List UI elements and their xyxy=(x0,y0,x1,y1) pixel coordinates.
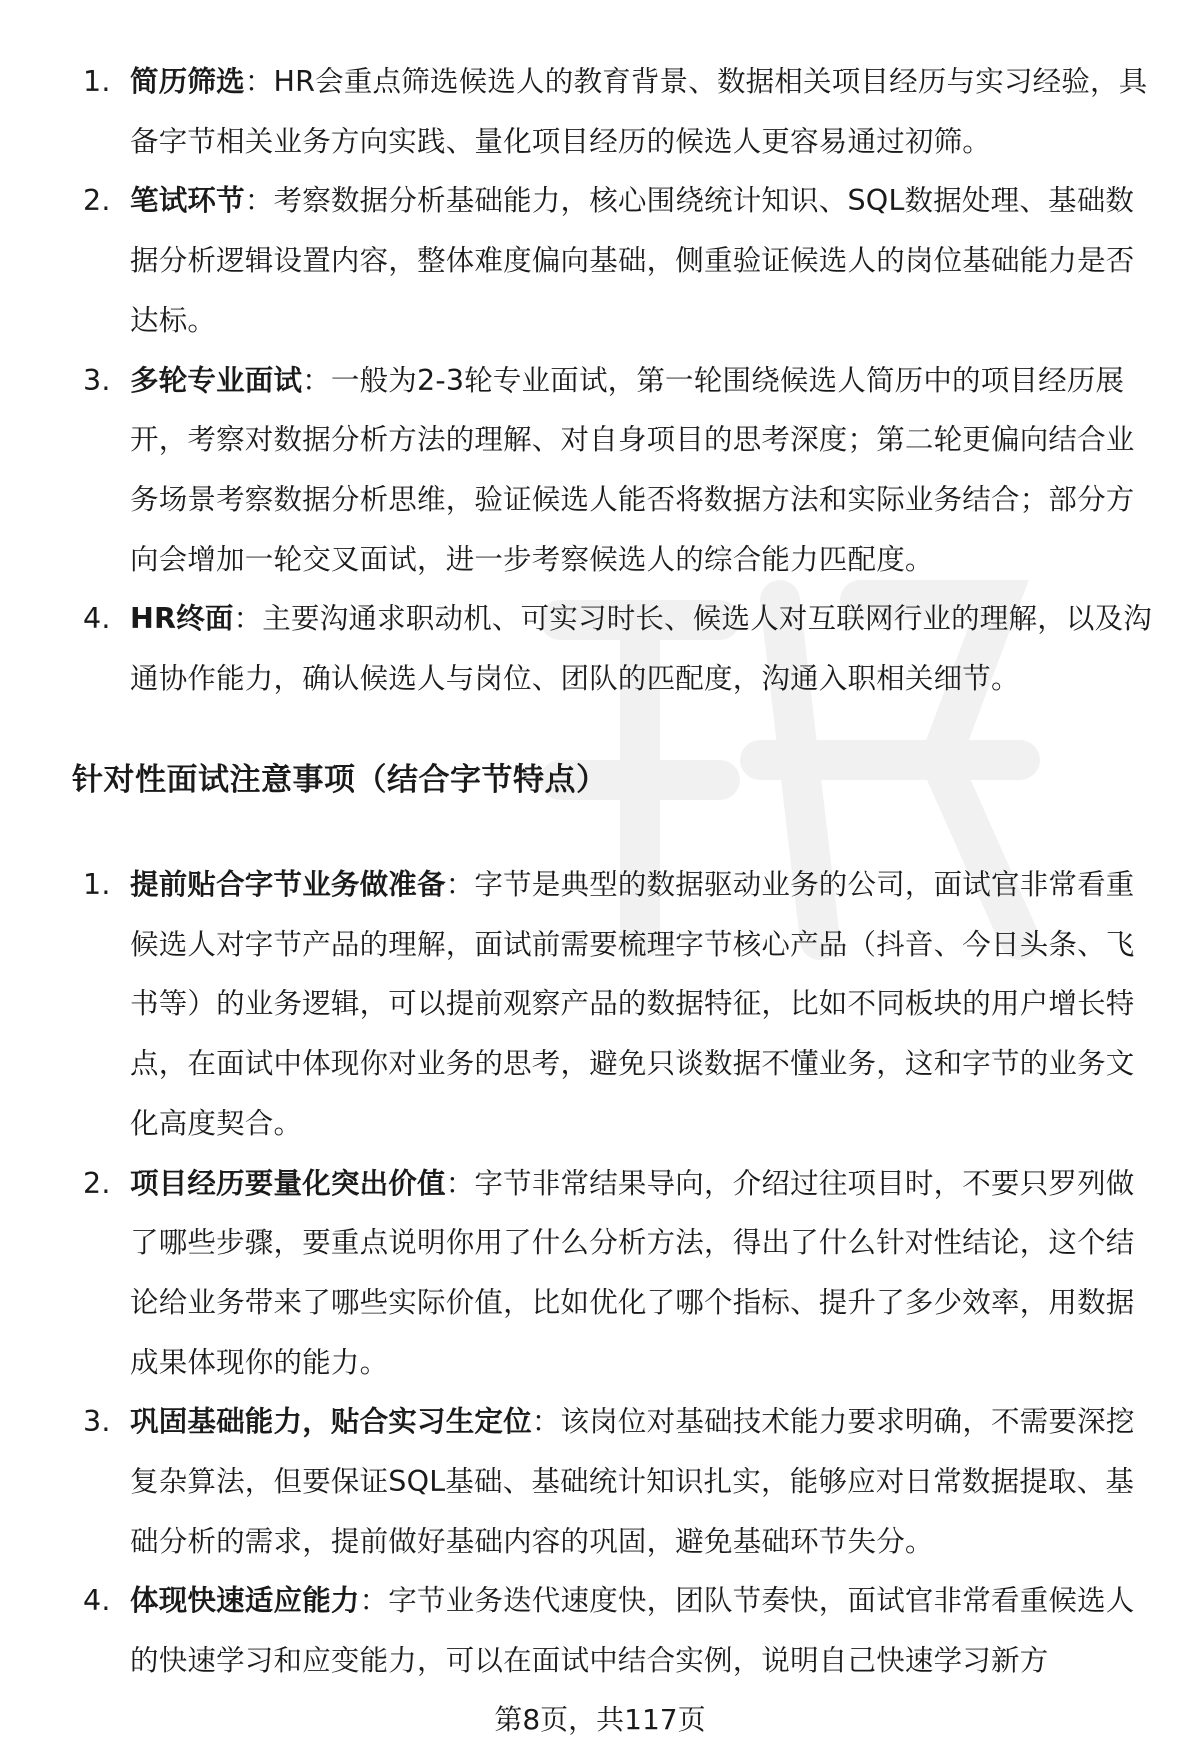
list-number: 2. xyxy=(83,1166,111,1200)
item-title: 提前贴合字节业务做准备 xyxy=(130,868,446,901)
item-title: 巩固基础能力，贴合实习生定位 xyxy=(130,1405,532,1439)
item-body: ：考察数据分析基础能力，核心围绕统计知识、SQL数据处理、基础数据分析逻辑设置内容，整体难度偏向基础，侧重验证候选人的岗位基础能力是否达标。 xyxy=(130,184,1135,337)
list-item xyxy=(0,171,1200,350)
interview-tips-list xyxy=(0,855,1200,1691)
list-item xyxy=(0,855,1200,1154)
list-item xyxy=(0,351,1200,590)
item-body: ：字节非常结果导向，介绍过往项目时，不要只罗列做了哪些步骤，要重点说明你用了什么分析方法，得出了什么针对性结论，这个结论给业务带来了哪些实际价值，比如优化了哪个指标、提升了多少效率，用数据成果体现你的能力。 xyxy=(130,1166,1135,1379)
page-number-footer: 第8页，共117页 xyxy=(494,1703,706,1736)
list-number: 1. xyxy=(83,868,111,901)
list-item xyxy=(0,52,1200,171)
item-body: ：HR会重点筛选候选人的教育背景、数据相关项目经历与实习经验，具备字节相关业务方向实践、量化项目经历的候选人更容易通过初筛。 xyxy=(130,65,1148,158)
list-number: 4. xyxy=(83,602,111,636)
item-title: 笔试环节 xyxy=(130,184,245,218)
item-title: 简历筛选 xyxy=(130,65,245,98)
list-item-text xyxy=(130,868,1135,1140)
item-title: 项目经历要量化突出价值 xyxy=(130,1166,446,1200)
item-body: ：主要沟通求职动机、可实习时长、候选人对互联网行业的理解，以及沟通协作能力，确认候选人与岗位、团队的匹配度，沟通入职相关细节。 xyxy=(130,602,1153,696)
list-number: 3. xyxy=(83,363,111,397)
list-item xyxy=(0,1571,1200,1690)
section-heading: 针对性面试注意事项（结合字节特点） xyxy=(72,762,608,798)
list-number: 3. xyxy=(83,1405,111,1439)
list-item-text xyxy=(130,364,1135,576)
list-item-text xyxy=(130,1584,1135,1677)
list-item-text xyxy=(130,1167,1135,1379)
list-item xyxy=(0,1154,1200,1393)
item-body: ：一般为2-3轮专业面试，第一轮围绕候选人简历中的项目经历展开，考察对数据分析方法的理解、对自身项目的思考深度；第二轮更偏向结合业务场景考察数据分析思维，验证候选人能否将数据方法和实际业务结合；部分方向会增加一轮交叉面试，进一步考察候选人的综合能力匹配度。 xyxy=(130,363,1135,576)
item-body: ：该岗位对基础技术能力要求明确，不需要深挖复杂算法，但要保证SQL基础、基础统计知识扎实，能够应对日常数据提取、基础分析的需求，提前做好基础内容的巩固，避免基础环节失分。 xyxy=(130,1405,1135,1558)
item-title: 体现快速适应能力 xyxy=(130,1584,360,1618)
list-item xyxy=(0,1392,1200,1571)
item-title: HR终面 xyxy=(130,602,234,636)
list-number: 2. xyxy=(83,184,111,218)
list-item-text xyxy=(130,184,1135,336)
list-number: 1. xyxy=(83,65,111,98)
item-body: ：字节是典型的数据驱动业务的公司，面试官非常看重候选人对字节产品的理解，面试前需要梳理字节核心产品（抖音、今日头条、飞书等）的业务逻辑，可以提前观察产品的数据特征，比如不同板块的用户增长特点，在面试中体现你对业务的思考，避免只谈数据不懂业务，这和字节的业务文化高度契合。 xyxy=(130,868,1135,1140)
interview-process-list xyxy=(0,52,1200,709)
item-title: 多轮专业面试 xyxy=(130,363,303,397)
item-body: ：字节业务迭代速度快，团队节奏快，面试官非常看重候选人的快速学习和应变能力，可以在面试中结合实例，说明自己快速学习新方 xyxy=(130,1584,1135,1678)
list-item-text xyxy=(130,1405,1135,1557)
list-item-text xyxy=(130,65,1147,158)
list-item-text xyxy=(130,602,1152,695)
list-item xyxy=(0,589,1200,708)
list-number: 4. xyxy=(83,1584,111,1618)
